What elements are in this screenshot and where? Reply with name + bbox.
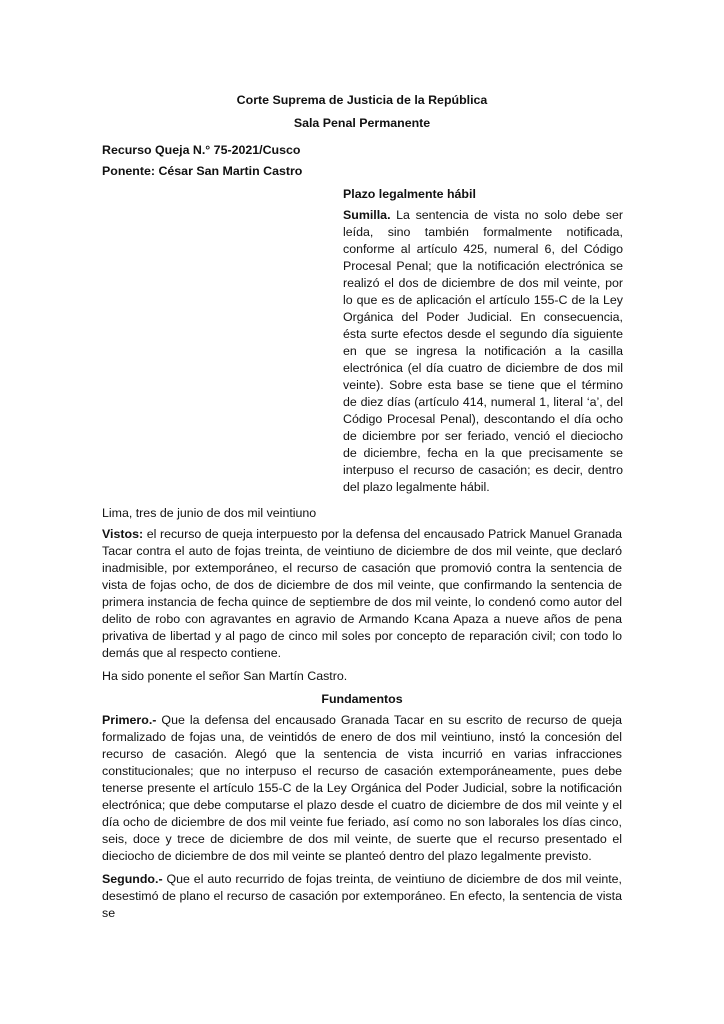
vistos-label: Vistos:	[102, 527, 144, 541]
sumilla-text: La sentencia de vista no solo debe ser leída, sino también formalmente notificada, conforme al artículo 425, numeral 6, del Código Procesal Penal; que la notificación electrónica se realizó el dos de diciembre de dos mil veinte, por lo que es de aplicación el artículo 155-C de la Ley Orgánica del Poder Judicial. En consecuencia, ésta surte efectos desde el segundo día siguiente en que se ingresa la notificación a la casilla electrónica (el día cuatro de diciembre de dos mil veinte). Sobre esta base se tiene que el término de diez días (artículo 414, numeral 1, literal ‘a’, del Código Procesal Penal), descontando el día ocho de diciembre por ser feriado, venció el dieciocho de diciembre, fecha en la que precisamente se interpuso el recurso de casación; es decir, dentro del plazo legalmente hábil.	[343, 208, 623, 494]
ponente-line: Ha sido ponente el señor San Martín Castro.	[102, 669, 348, 683]
ponente-header: Ponente: César San Martin Castro	[102, 164, 303, 178]
fundamentos-heading: Fundamentos	[321, 692, 403, 706]
date-line: Lima, tres de junio de dos mil veintiuno	[102, 506, 317, 520]
segundo-text: Que el auto recurrido de fojas treinta, de veintiuno de diciembre de dos mil veinte, desestimó de plano el recurso de casación por extemporáneo. En efecto, la sentencia de vista se	[102, 872, 622, 920]
vistos-paragraph	[102, 526, 622, 662]
segundo-label: Segundo.-	[102, 872, 163, 886]
sala-name: Sala Penal Permanente	[293, 116, 431, 130]
sumilla-paragraph	[343, 207, 623, 496]
sumilla-label: Sumilla.	[343, 208, 391, 222]
vistos-text: el recurso de queja interpuesto por la defensa del encausado Patrick Manuel Granada Tacar contra el auto de fojas treinta, de veintiuno de diciembre de dos mil veinte, que declaró inadmisible, por extemporáneo, el recurso de casación que promovió contra la sentencia de vista de fojas ocho, de dos de diciembre de dos mil veinte, que confirmando la sentencia de primera instancia de fecha quince de septiembre de dos mil veinte, lo condenó como autor del delito de robo con agravantes en agravio de Armando Kcana Apaza a nueve años de pena privativa de libertad y al pago de cinco mil soles por concepto de reparación civil; con todo lo demás que al respecto contiene.	[102, 527, 622, 660]
segundo-paragraph	[102, 871, 622, 922]
primero-paragraph	[102, 712, 622, 865]
case-number: Recurso Queja N.° 75-2021/Cusco	[102, 143, 301, 157]
court-name: Corte Suprema de Justicia de la República	[236, 93, 488, 107]
primero-text: Que la defensa del encausado Granada Tacar en su escrito de recurso de queja formalizado de fojas una, de veintidós de enero de dos mil veintiuno, instó la concesión del recurso de casación. Alegó que la sentencia de vista incurrió en varias infracciones constitucionales; que no interpuso el recurso de casación extemporáneamente, pues debe tenerse presente el artículo 155-C de la Ley Orgánica del Poder Judicial, sobre la notificación electrónica; que debe computarse el plazo desde el cuatro de diciembre de dos mil veinte y el día ocho de diciembre de dos mil veinte fue feriado, así como no son laborales los días cinco, seis, doce y trece de diciembre de dos mil veinte, de suerte que el recurso presentado el dieciocho de diciembre de dos mil veinte se planteó dentro del plazo legalmente previsto.	[102, 713, 622, 863]
primero-label: Primero.-	[102, 713, 157, 727]
sumilla-block	[343, 186, 623, 496]
sumilla-title: Plazo legalmente hábil	[343, 187, 476, 201]
